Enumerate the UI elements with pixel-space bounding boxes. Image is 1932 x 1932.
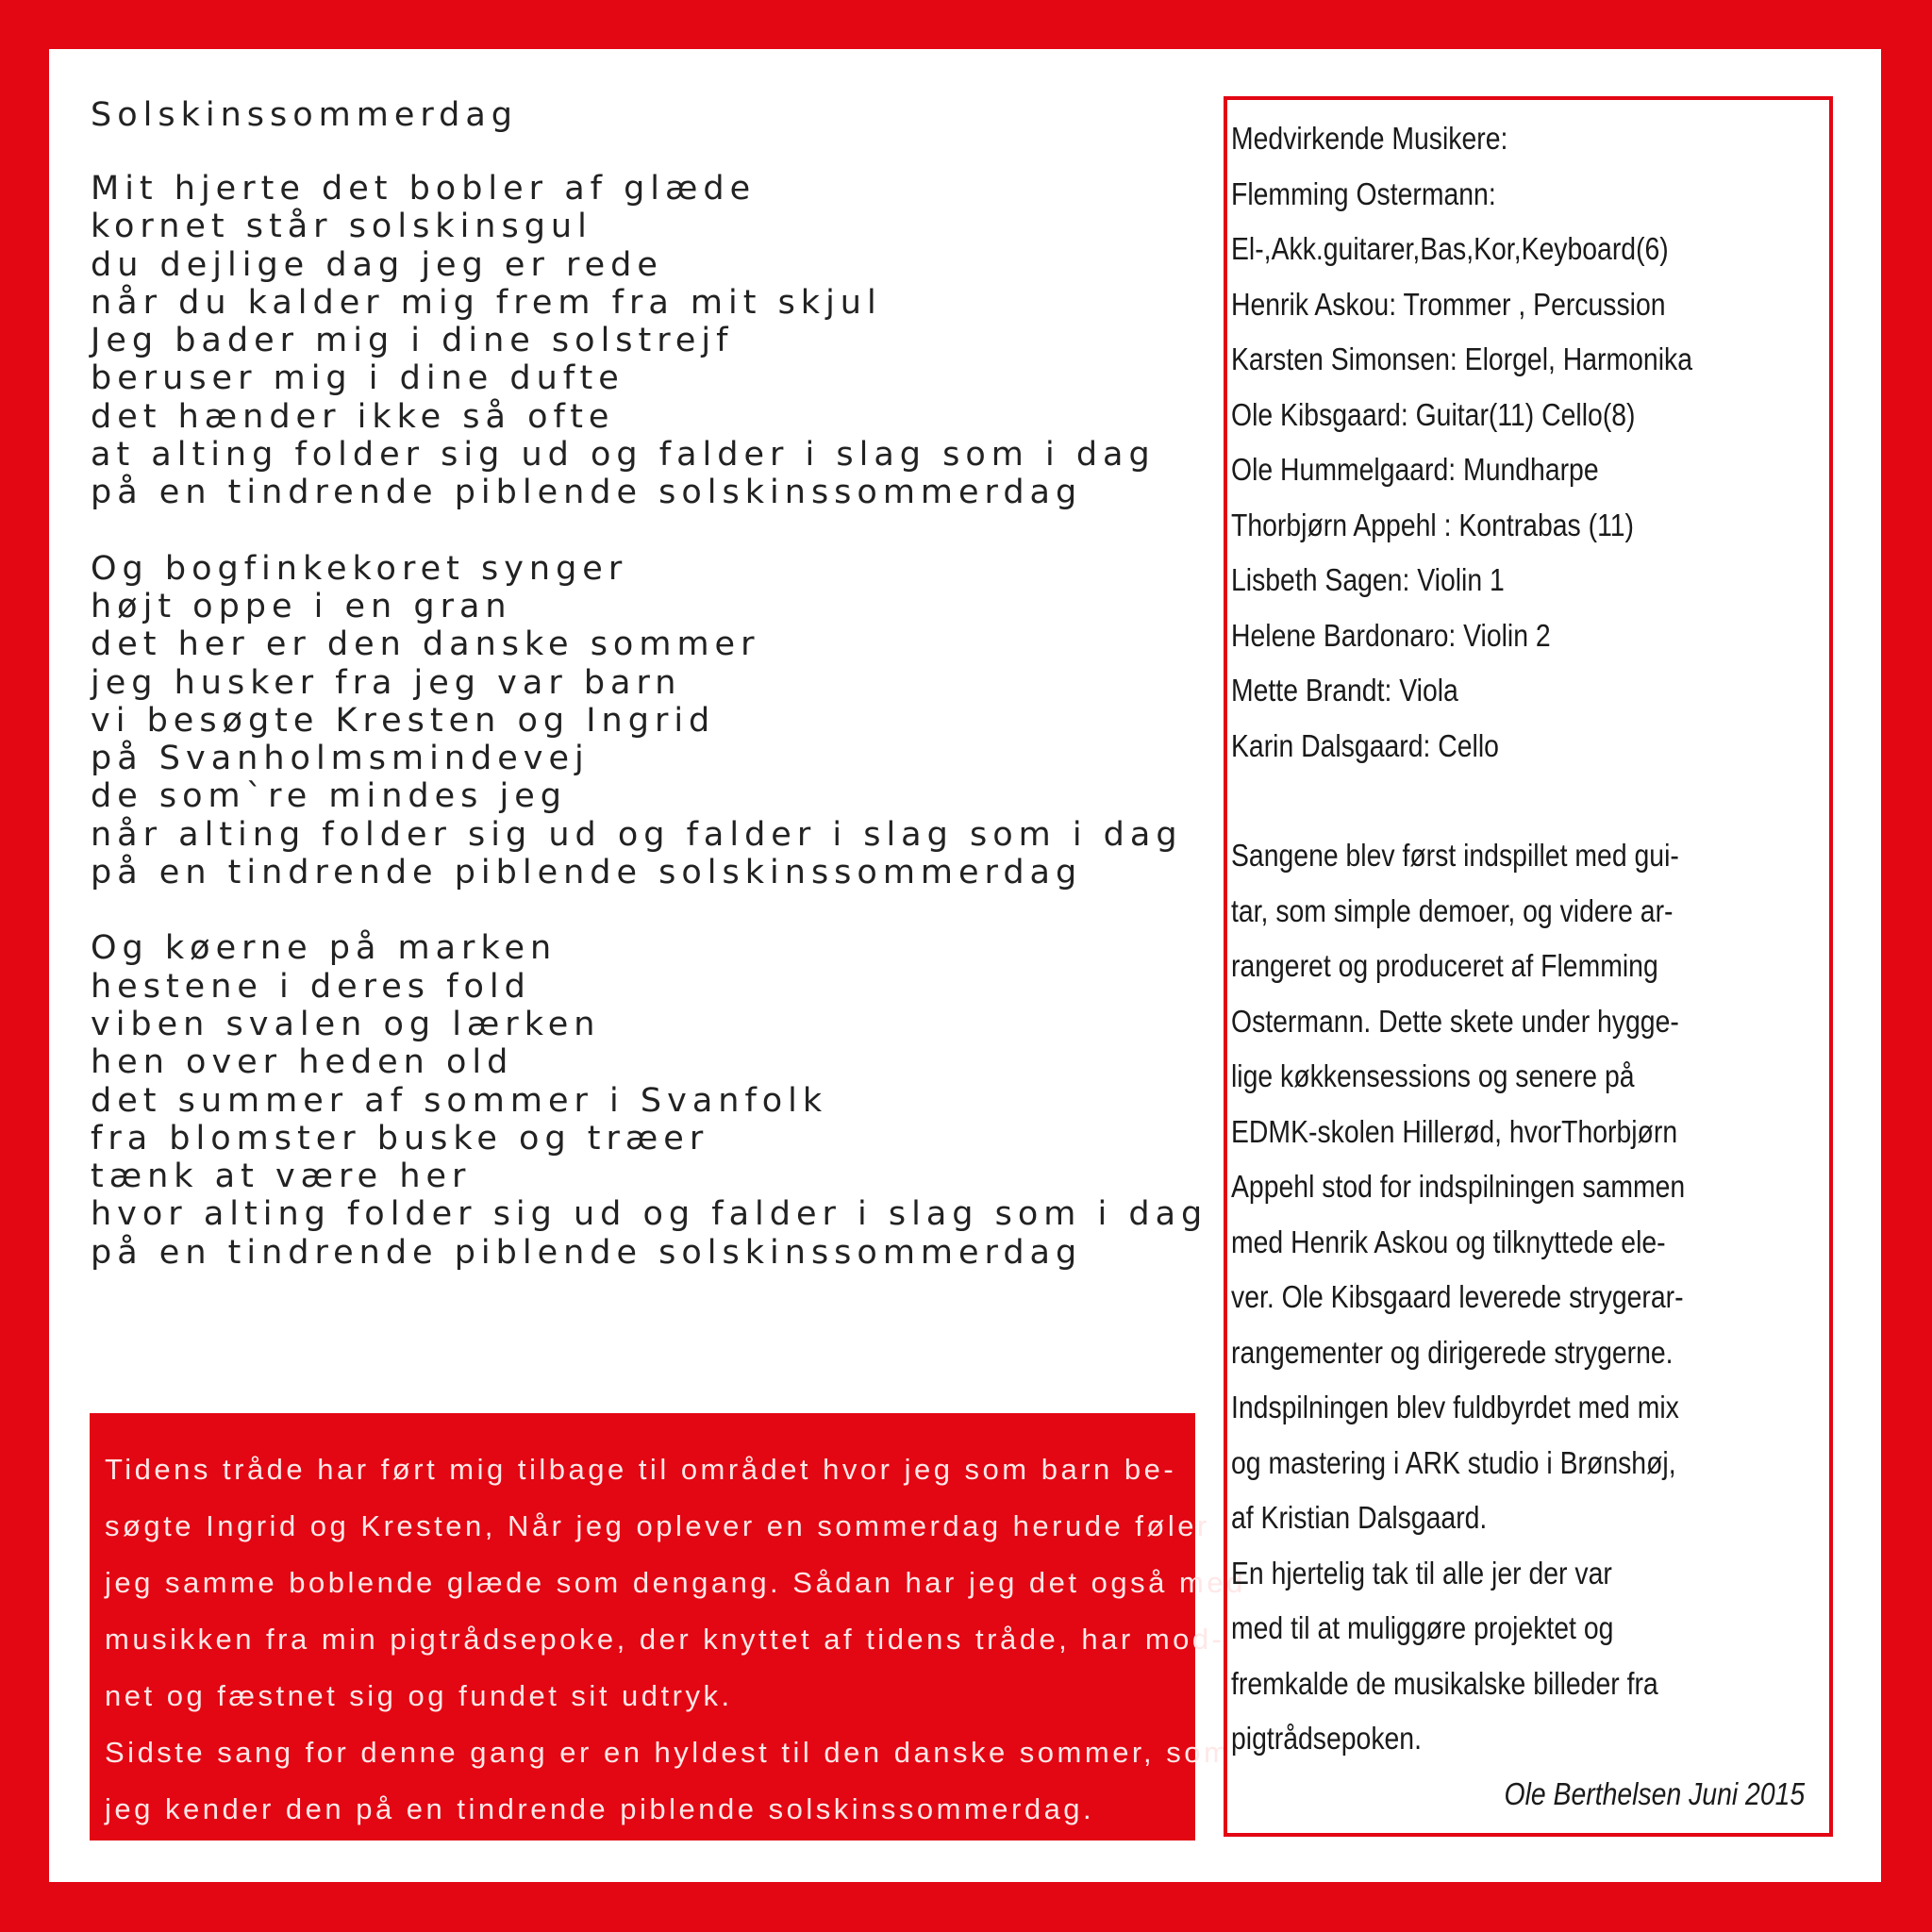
note-line: jeg samme boblende glæde som dengang. Sådan har jeg det også med xyxy=(105,1566,1246,1599)
credits-paragraph-line: pigtrådsepoken. xyxy=(1231,1721,1422,1756)
musician-line: Lisbeth Sagen: Violin 1 xyxy=(1231,562,1505,597)
note-line: søgte Ingrid og Kresten, Når jeg oplever en sommerdag herude føler xyxy=(105,1509,1210,1542)
credits-paragraph-line: rangeret og produceret af Flemming xyxy=(1231,948,1658,983)
stanza-3 xyxy=(91,929,1208,1272)
poem-line: du dejlige dag jeg er rede xyxy=(91,245,663,284)
credits-paragraph-line: med til at muliggøre projektet og xyxy=(1231,1610,1614,1645)
poem-line: beruser mig i dine dufte xyxy=(91,359,625,398)
credits-paragraph-line: Appehl stod for indspilningen sammen xyxy=(1231,1169,1686,1204)
poem-line: det hænder ikke så ofte xyxy=(91,397,615,436)
poem-line: højt oppe i en gran xyxy=(91,587,512,625)
musician-line: Ole Kibsgaard: Guitar(11) Cello(8) xyxy=(1231,396,1636,432)
credits-paragraph-line: rangementer og dirigerede strygerne. xyxy=(1231,1334,1674,1370)
musician-line: El-,Akk.guitarer,Bas,Kor,Keyboard(6) xyxy=(1231,231,1669,266)
note-line: net og fæstnet sig og fundet sit udtryk. xyxy=(105,1679,733,1712)
credits-paragraph-line: EDMK-skolen Hillerød, hvorThorbjørn xyxy=(1231,1113,1678,1149)
poem-line: Og køerne på marken xyxy=(91,929,558,968)
poem-line: det her er den danske sommer xyxy=(91,625,760,664)
poem-line: på Svanholmsmindevej xyxy=(91,740,590,778)
note-line: Tidens tråde har ført mig tilbage til området hvor jeg som barn be- xyxy=(105,1453,1177,1486)
credits-paragraph-line: fremkalde de musikalske billeder fra xyxy=(1231,1665,1658,1701)
credits-paragraph-line: ver. Ole Kibsgaard leverede strygerar- xyxy=(1231,1279,1684,1314)
musician-line: Thorbjørn Appehl : Kontrabas (11) xyxy=(1231,507,1634,542)
booklet-page xyxy=(49,49,1881,1882)
credits-paragraph-line: og mastering i ARK studio i Brønshøj, xyxy=(1231,1444,1676,1480)
poem-line: hvor alting folder sig ud og falder i slag som i dag xyxy=(91,1195,1208,1234)
stanza-1 xyxy=(91,170,1204,512)
poem-line: når du kalder mig frem fra mit skjul xyxy=(91,283,882,322)
credits-paragraph-line: Indspilningen blev fuldbyrdet med mix xyxy=(1231,1390,1679,1424)
credits-heading: Medvirkende Musikere: xyxy=(1231,121,1508,156)
poem-line: når alting folder sig ud og falder i slag som i dag xyxy=(91,815,1183,854)
musician-line: Helene Bardonaro: Violin 2 xyxy=(1231,617,1551,653)
credits-box xyxy=(1224,96,1833,1837)
poem-line: på en tindrende piblende solskinssommerdag xyxy=(91,474,1083,512)
poem-line: Jeg bader mig i dine solstrejf xyxy=(91,322,734,360)
poem-line: viben svalen og lærken xyxy=(91,1005,601,1043)
poem-line: de som`re mindes jeg xyxy=(91,777,567,816)
musician-line: Mette Brandt: Viola xyxy=(1231,673,1458,708)
musician-line: Karin Dalsgaard: Cello xyxy=(1231,727,1499,763)
poem-line: på en tindrende piblende solskinssommerdag xyxy=(91,854,1083,892)
poem xyxy=(91,96,1208,1309)
poem-line: hen over heden old xyxy=(91,1043,514,1082)
poem-line: Og bogfinkekoret synger xyxy=(91,549,628,588)
poem-line: at alting folder sig ud og falder i slag som i dag xyxy=(91,436,1156,475)
poem-line: vi besøgte Kresten og Ingrid xyxy=(91,701,716,740)
poem-line: tænk at være her xyxy=(91,1158,472,1196)
note-box xyxy=(90,1413,1246,1840)
poem-title: Solskinssommerdag xyxy=(91,96,519,134)
credits-paragraph-line: med Henrik Askou og tilknyttede ele- xyxy=(1231,1224,1666,1259)
credits-paragraph-line: af Kristian Dalsgaard. xyxy=(1231,1500,1488,1535)
musician-line: Flemming Ostermann: xyxy=(1231,175,1496,211)
credits-paragraph-line: En hjertelig tak til alle jer der var xyxy=(1231,1555,1612,1591)
poem-line: Mit hjerte det bobler af glæde xyxy=(91,170,757,208)
stanza-2 xyxy=(91,550,1204,892)
spacer xyxy=(1231,774,1829,828)
credits-paragraph-line: Sangene blev først indspillet med gui- xyxy=(1231,838,1679,873)
poem-line: det summer af sommer i Svanfolk xyxy=(91,1081,828,1120)
note-line: Sidste sang for denne gang er en hyldest til den danske sommer, som xyxy=(105,1736,1232,1769)
note-line: musikken fra min pigtrådsepoke, der knyttet af tidens tråde, har mod- xyxy=(105,1623,1225,1656)
credits-paragraph-line: Ostermann. Dette skete under hygge- xyxy=(1231,1003,1679,1039)
musician-line: Henrik Askou: Trommer , Percussion xyxy=(1231,286,1666,322)
credits-paragraph-line: tar, som simple demoer, og videre ar- xyxy=(1231,892,1674,928)
poem-line: fra blomster buske og træer xyxy=(91,1119,709,1158)
credits-paragraph-line: lige køkkensessions og senere på xyxy=(1231,1058,1635,1093)
poem-line: hestene i deres fold xyxy=(91,967,531,1006)
signature: Ole Berthelsen Juni 2015 xyxy=(1504,1775,1806,1811)
musician-line: Ole Hummelgaard: Mundharpe xyxy=(1231,452,1599,487)
poem-line: på en tindrende piblende solskinssommerdag xyxy=(91,1233,1083,1272)
poem-line: kornet står solskinsgul xyxy=(91,208,592,246)
poem-line: jeg husker fra jeg var barn xyxy=(91,663,682,702)
note-line: jeg kender den på en tindrende piblende solskinssommerdag. xyxy=(105,1792,1095,1825)
musician-line: Karsten Simonsen: Elorgel, Harmonika xyxy=(1231,341,1692,376)
